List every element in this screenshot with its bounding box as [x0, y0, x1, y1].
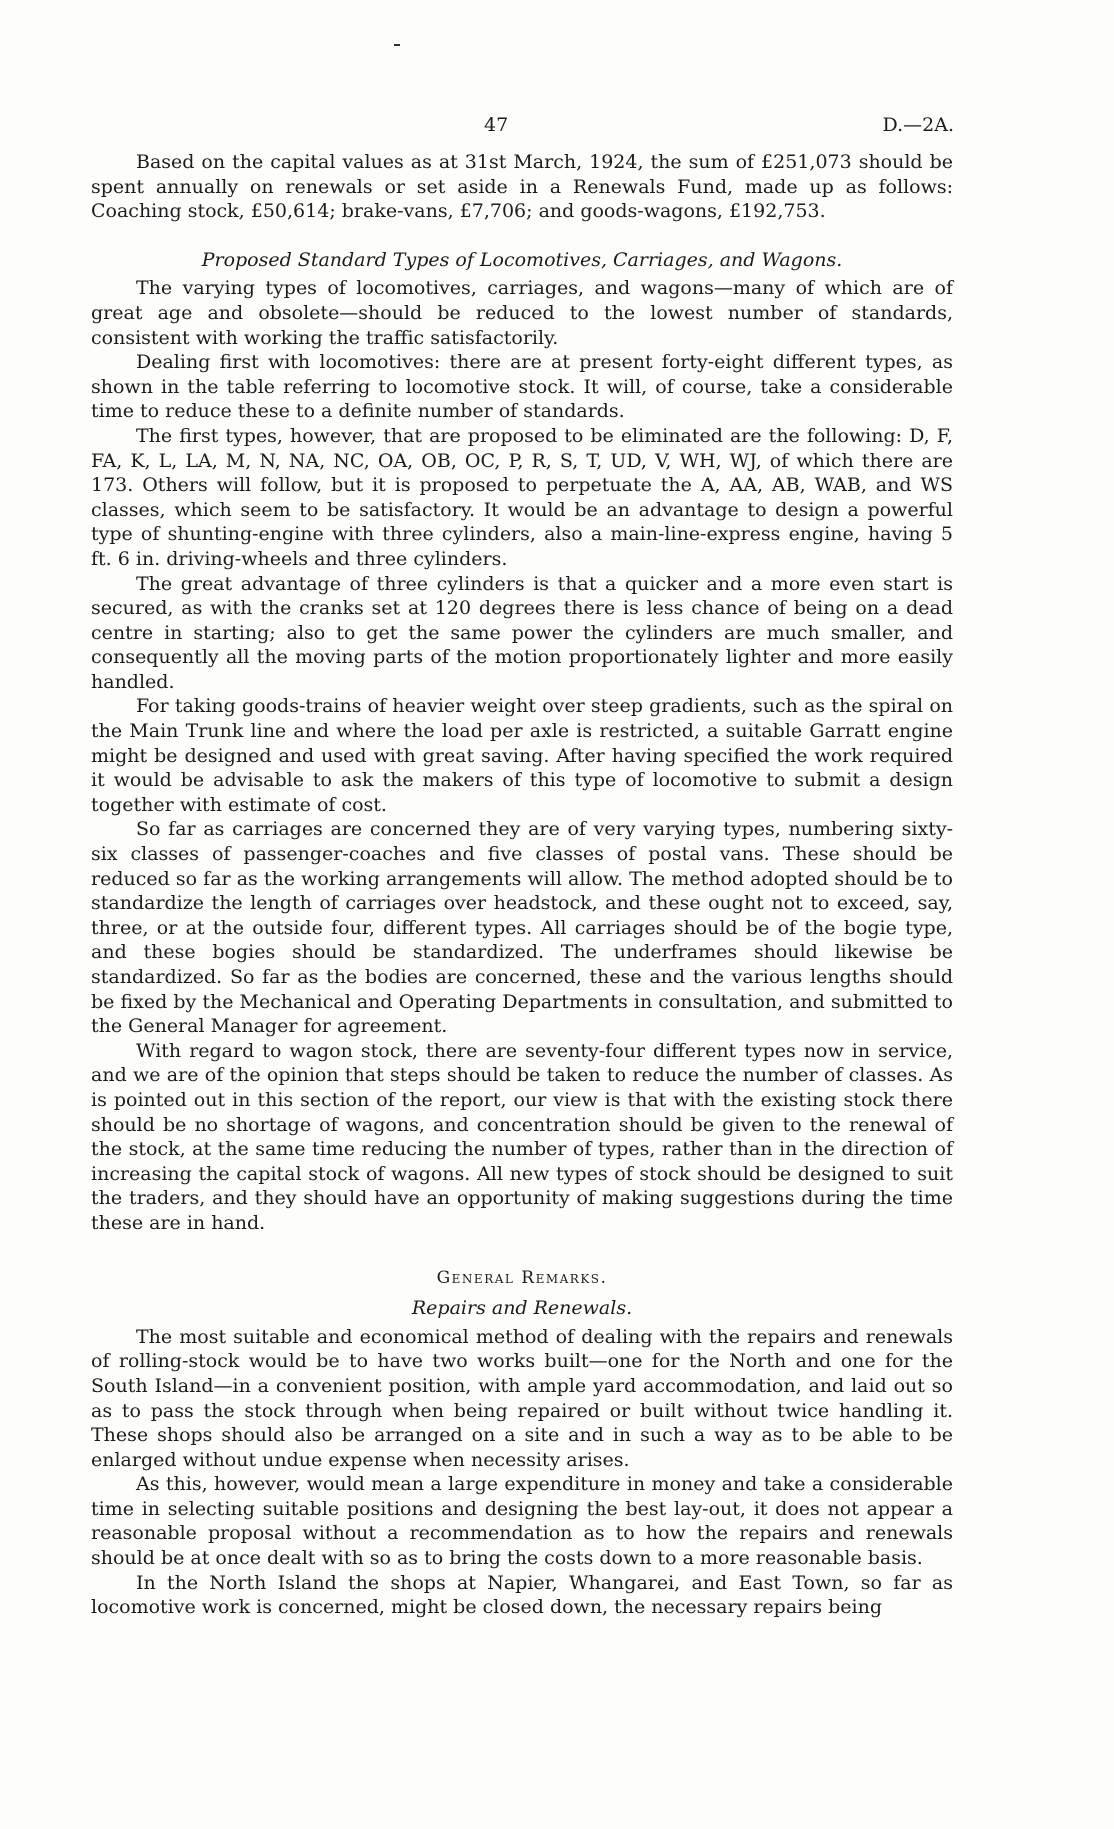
- paragraph: So far as carriages are concerned they are of very varying types, numbering sixty-six classes of passenger-coaches and five classes of postal vans. These should be reduced so far as the working arrangements will allow. The method adopted should be to standardize the length of carriages over headstock, and these ought not to exceed, say, three, or at the outside four, different types. All carriages should be of the bogie type, and these bogies should be standardized. The underframes should likewise be standardized. So far as the bodies are concerned, these and the various lengths should be fixed by the Mechanical and Operating Departments in consultation, and submitted to the General Manager for agreement.: [91, 818, 953, 1038]
- body-text: [91, 150, 953, 1620]
- paragraph: The first types, however, that are proposed to be eliminated are the following: D, F, FA, K, L, LA, M, N, NA, NC, OA, OB, OC, P, R, S, T, UD, V, WH, WJ, of which there are 173. Others will follow, but it is proposed to perpetuate the A, AA, AB, WAB, and WS classes, which seem to be satisfactory. It would be an advantage to design a powerful type of shunting-engine with three cylinders, also a main-line-express engine, having 5 ft. 6 in. driving-wheels and three cylinders.: [91, 424, 953, 570]
- section-heading-general-remarks: General Remarks.: [436, 1267, 608, 1288]
- paragraph: The varying types of locomotives, carriages, and wagons—many of which are of great age and obsolete—should be reduced to the lowest number of standards, consistent with working the traffic satisfactorily.: [91, 277, 953, 349]
- section-heading-standard-types: Proposed Standard Types of Locomotives, Carriages, and Wagons.: [201, 248, 843, 271]
- paragraph: Dealing first with locomotives: there are at present forty-eight different types, as shown in the table referring to locomotive stock. It will, of course, take a considerable time to reduce these to a definite number of standards.: [91, 351, 953, 423]
- intro-paragraph: Based on the capital values as at 31st March, 1924, the sum of £251,073 should be spent annually on renewals or set aside in a Renewals Fund, made up as follows: Coaching stock, £50,614; brake-vans, £7,706; and goods-wagons, £192,753.: [91, 151, 953, 223]
- paragraph: As this, however, would mean a large expenditure in money and take a considerable time in selecting suitable positions and designing the best lay-out, it does not appear a reasonable proposal without a recommendation as to how the repairs and renewals should be at once dealt with so as to bring the costs down to a more reasonable basis.: [91, 1473, 953, 1570]
- paragraph: With regard to wagon stock, there are seventy-four different types now in service, and we are of the opinion that steps should be taken to reduce the number of classes. As is pointed out in this section of the report, our view is that with the existing stock there should be no shortage of wagons, and concentration should be given to the renewal of the stock, at the same time reducing the number of types, rather than in the direction of increasing the capital stock of wagons. All new types of stock should be designed to suit the traders, and they should have an opportunity of making suggestions during the time these are in hand.: [91, 1039, 953, 1234]
- page-number: 47: [484, 114, 509, 136]
- paragraph: In the North Island the shops at Napier, Whangarei, and East Town, so far as locomotive work is concerned, might be closed down, the necessary repairs being: [91, 1571, 953, 1619]
- paragraph: The great advantage of three cylinders is that a quicker and a more even start is secured, as with the cranks set at 120 degrees there is less chance of being on a dead centre in starting; also to get the same power the cylinders are much smaller, and consequently all the moving parts of the motion proportionately lighter and more easily handled.: [91, 572, 953, 693]
- paragraph: The most suitable and economical method of dealing with the repairs and renewals of rolling-stock would be to have two works built—one for the North and one for the South Island—in a convenient position, with ample yard accommodation, and laid out so as to pass the stock through when being repaired or built without twice handling it. These shops should also be arranged on a site and in such a way as to be able to be enlarged without undue expense when necessity arises.: [91, 1325, 953, 1471]
- paragraph: For taking goods-trains of heavier weight over steep gradients, such as the spiral on the Main Trunk line and where the load per axle is restricted, a suitable Garratt engine might be designed and used with great saving. After having specified the work required it would be advisable to ask the makers of this type of locomotive to submit a design together with estimate of cost.: [91, 695, 953, 816]
- page-header: [0, 114, 1114, 142]
- scan-mark: [394, 44, 400, 46]
- document-reference: D.—2A.: [882, 114, 954, 136]
- subheading-repairs-renewals: Repairs and Renewals.: [411, 1297, 633, 1320]
